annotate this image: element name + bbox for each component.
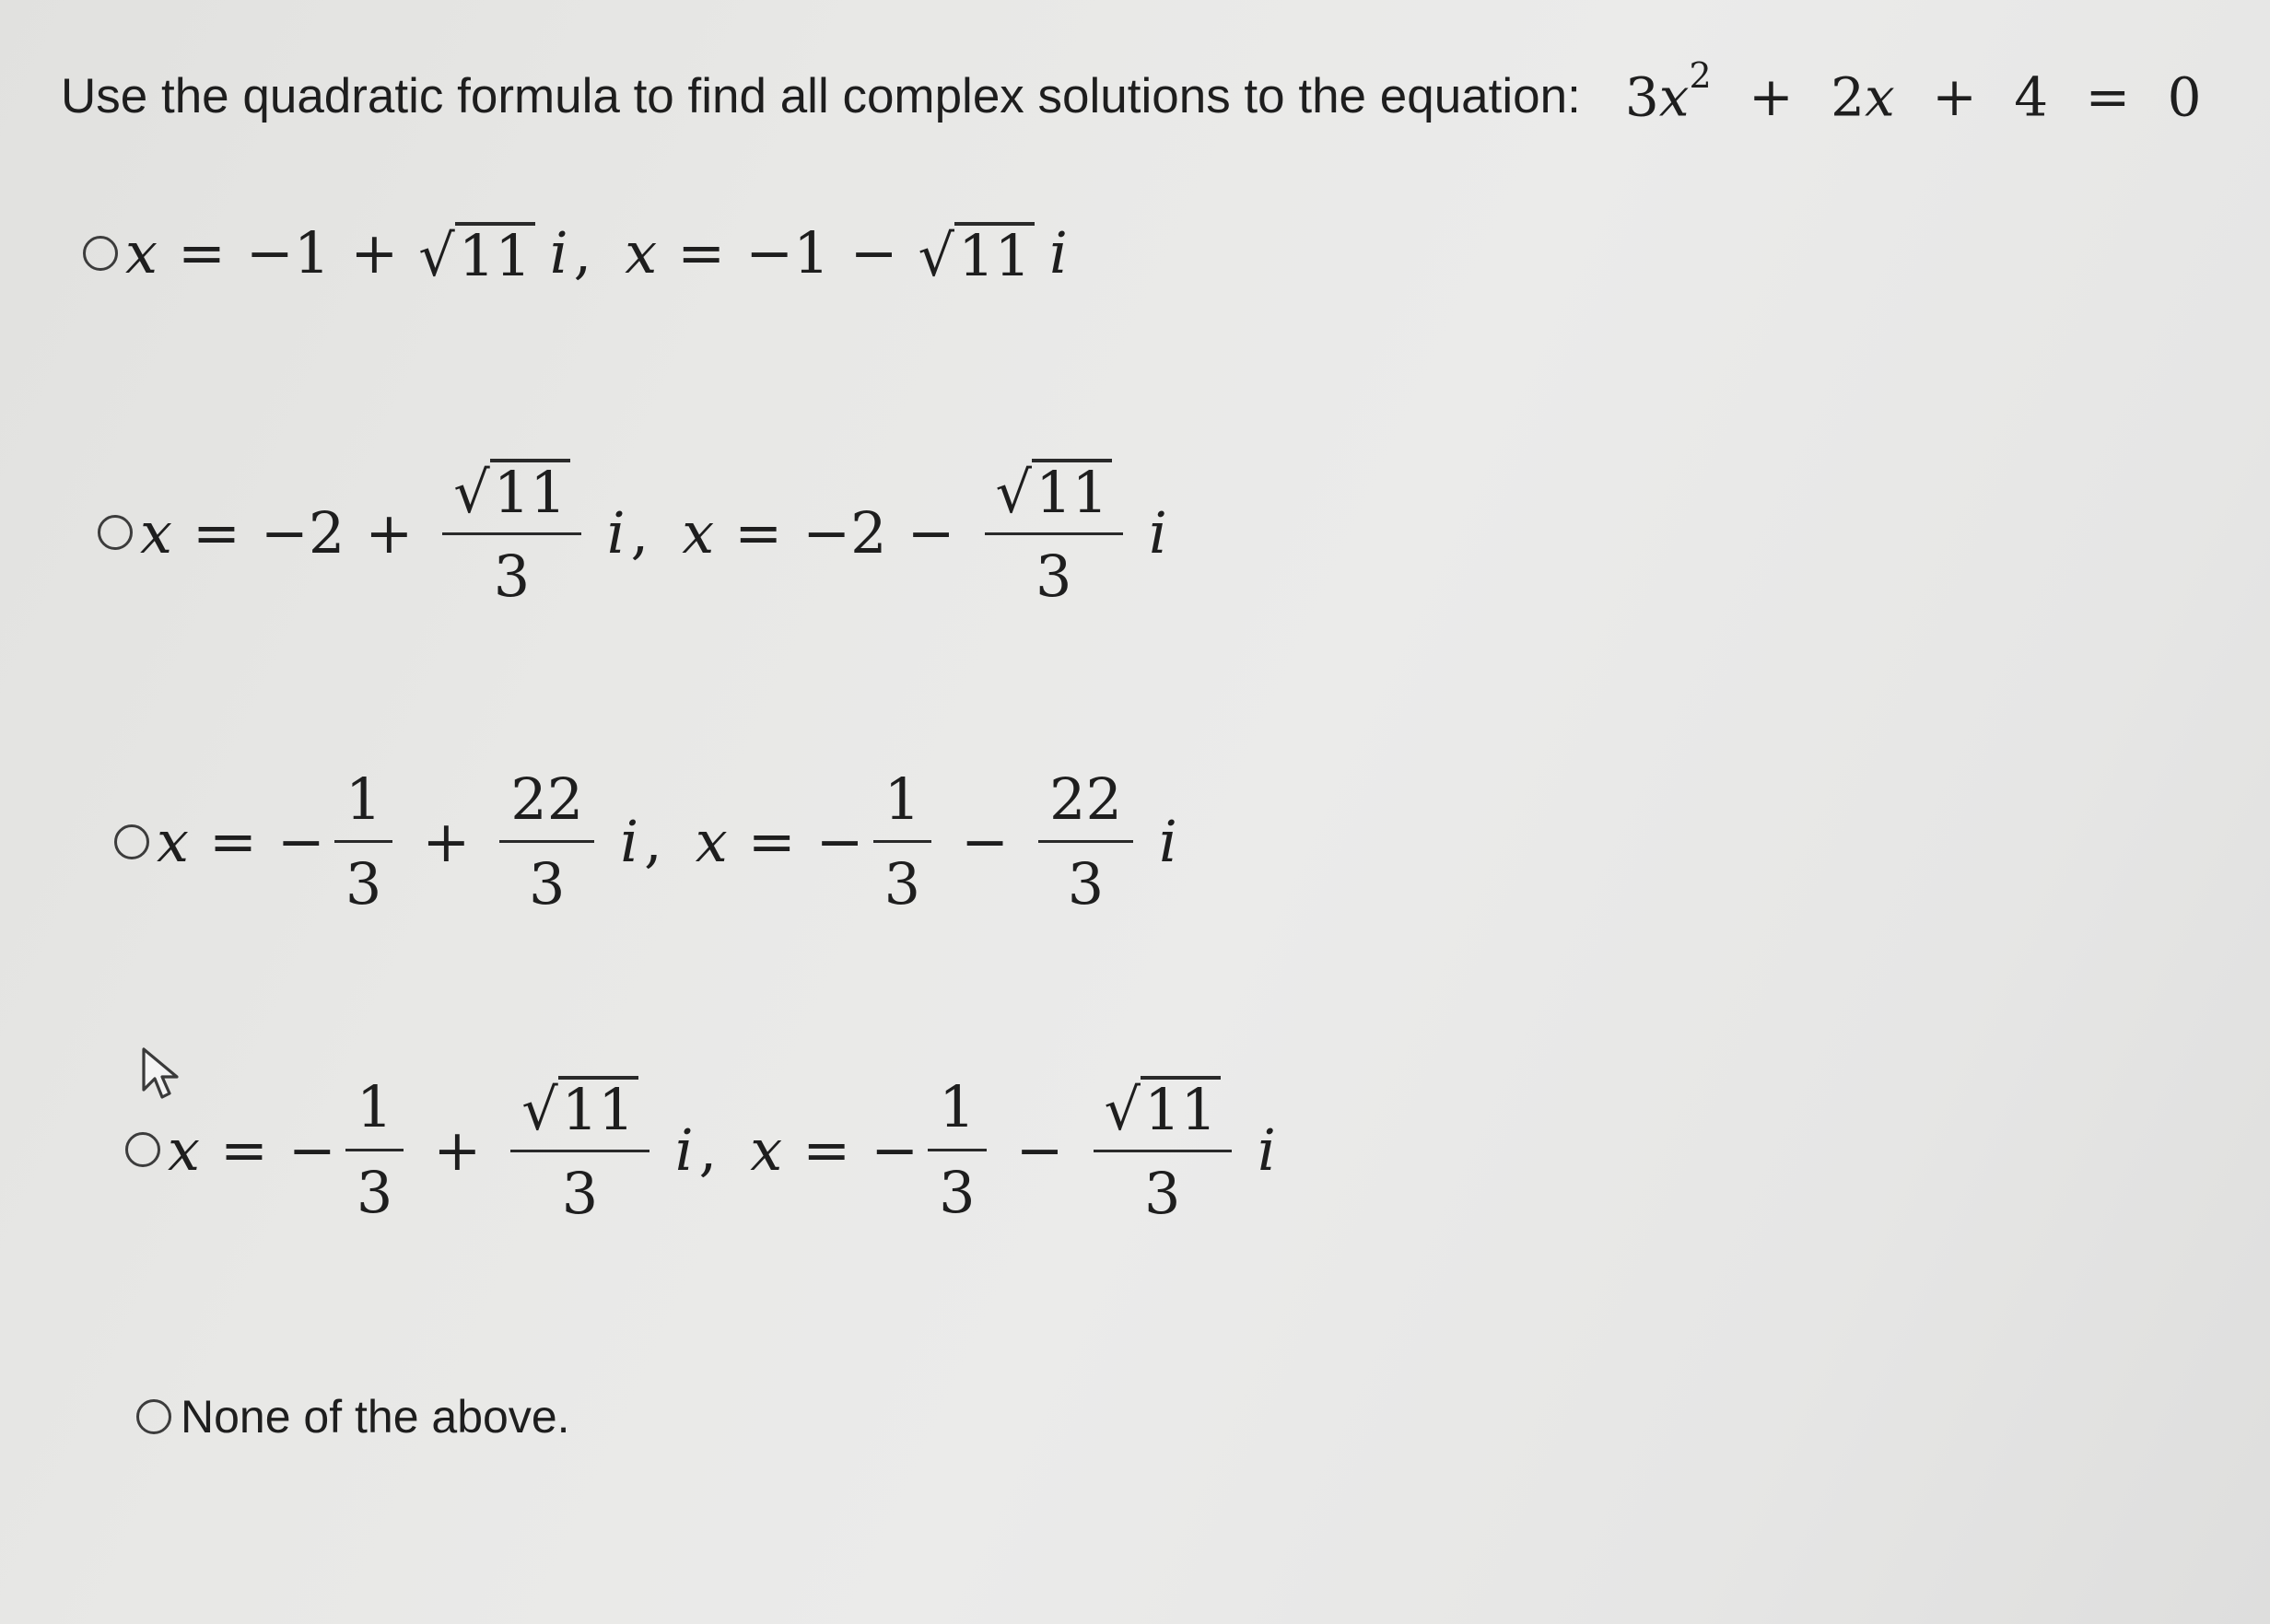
fraction-bar bbox=[873, 840, 931, 843]
denominator: 3 bbox=[1036, 543, 1072, 610]
fraction-bar bbox=[442, 532, 580, 535]
minus: − bbox=[961, 808, 1010, 876]
imag-fraction bbox=[985, 459, 1123, 610]
fraction-bar bbox=[1094, 1150, 1232, 1152]
radio-circle-icon[interactable] bbox=[98, 515, 133, 550]
fraction-bar bbox=[345, 1149, 404, 1151]
eq-op-2: + bbox=[1932, 65, 1977, 129]
var-x: x bbox=[750, 1116, 783, 1184]
radicand: 11 bbox=[558, 1076, 638, 1139]
sqrt: √ 11 bbox=[418, 222, 534, 285]
plus: + bbox=[433, 1116, 482, 1184]
negative-sign: − bbox=[815, 808, 864, 876]
radio-circle-icon[interactable] bbox=[114, 824, 149, 859]
equals: = bbox=[802, 1116, 851, 1184]
var-x: x bbox=[168, 1116, 200, 1184]
answer-option-a[interactable] bbox=[83, 219, 1068, 289]
fraction-bar bbox=[985, 532, 1123, 535]
imag-unit: i bbox=[549, 219, 568, 286]
sqrt: √ 11 bbox=[919, 222, 1035, 285]
equals: = bbox=[747, 808, 796, 876]
numerator: √ 11 bbox=[1094, 1076, 1232, 1139]
numerator: √ 11 bbox=[985, 459, 1123, 521]
question-equation bbox=[1624, 55, 2202, 129]
fraction-bar bbox=[499, 840, 594, 843]
real-part: −1 bbox=[745, 219, 830, 286]
real-part: −1 bbox=[245, 219, 331, 286]
question-prompt bbox=[61, 55, 2202, 129]
negative-sign: − bbox=[276, 808, 325, 876]
denominator: 3 bbox=[1067, 850, 1105, 918]
equals: = bbox=[192, 498, 240, 567]
eq-coef-2: 2 bbox=[1831, 65, 1866, 129]
fraction-bar bbox=[510, 1150, 649, 1152]
equals: = bbox=[219, 1116, 268, 1184]
radio-circle-icon[interactable] bbox=[83, 236, 118, 271]
var-x: x bbox=[157, 808, 189, 876]
real-part: −2 bbox=[802, 498, 887, 567]
question-text: Use the quadratic formula to find all complex solutions to the equation: bbox=[61, 69, 1581, 124]
negative-sign: − bbox=[287, 1116, 336, 1184]
imag-unit: i bbox=[1148, 498, 1167, 567]
radio-circle-icon[interactable] bbox=[136, 1399, 171, 1434]
imag-fraction bbox=[1094, 1076, 1232, 1227]
var-x: x bbox=[125, 219, 158, 286]
plus: + bbox=[365, 498, 414, 567]
option-d-expression bbox=[168, 1073, 1276, 1227]
minus: − bbox=[1015, 1116, 1064, 1184]
imag-unit: i bbox=[620, 808, 639, 876]
numerator: 1 bbox=[939, 1073, 976, 1141]
eq-var: x bbox=[1658, 65, 1690, 129]
numerator: 22 bbox=[510, 765, 584, 833]
radicand: 11 bbox=[1141, 1076, 1221, 1139]
radicand: 11 bbox=[1032, 459, 1112, 521]
imag-unit: i bbox=[606, 498, 626, 567]
equals: = bbox=[677, 219, 726, 286]
equals: = bbox=[208, 808, 257, 876]
answer-option-c[interactable] bbox=[114, 765, 1177, 918]
comma: , bbox=[644, 808, 662, 876]
option-b-expression bbox=[140, 459, 1167, 610]
imag-fraction bbox=[442, 459, 580, 610]
eq-rhs: 0 bbox=[2167, 65, 2202, 129]
imag-fraction bbox=[1038, 765, 1133, 918]
var-x: x bbox=[140, 498, 172, 567]
denominator: 3 bbox=[883, 850, 921, 918]
imag-unit: i bbox=[1048, 219, 1068, 286]
imag-unit: i bbox=[1257, 1116, 1276, 1184]
real-fraction bbox=[873, 765, 931, 918]
minus: − bbox=[849, 219, 898, 286]
eq-equals: = bbox=[2085, 65, 2131, 129]
numerator: 1 bbox=[356, 1073, 393, 1141]
var-x: x bbox=[695, 808, 728, 876]
imag-fraction bbox=[510, 1076, 649, 1227]
denominator: 3 bbox=[493, 543, 531, 610]
denominator: 3 bbox=[529, 850, 566, 918]
comma: , bbox=[630, 498, 649, 567]
answer-option-e[interactable] bbox=[136, 1390, 570, 1443]
imag-fraction bbox=[499, 765, 594, 918]
answer-option-b[interactable] bbox=[98, 459, 1167, 610]
var-x: x bbox=[625, 219, 658, 286]
minus: − bbox=[907, 498, 955, 567]
numerator: 1 bbox=[883, 765, 921, 833]
denominator: 3 bbox=[561, 1160, 599, 1227]
denominator: 3 bbox=[1144, 1160, 1181, 1227]
eq-var-2: x bbox=[1865, 65, 1895, 129]
eq-op-1: + bbox=[1749, 65, 1794, 129]
fraction-bar bbox=[334, 840, 392, 843]
denominator: 3 bbox=[356, 1158, 393, 1226]
imag-unit: i bbox=[674, 1116, 694, 1184]
imag-unit: i bbox=[1158, 808, 1177, 876]
real-part: −2 bbox=[260, 498, 345, 567]
radio-circle-icon[interactable] bbox=[125, 1132, 160, 1167]
fraction-bar bbox=[1038, 840, 1133, 843]
real-fraction bbox=[928, 1073, 986, 1226]
eq-exponent: 2 bbox=[1689, 55, 1712, 96]
numerator: √ 11 bbox=[442, 459, 580, 521]
numerator: √ 11 bbox=[510, 1076, 649, 1139]
radicand: 11 bbox=[954, 222, 1035, 285]
comma: , bbox=[573, 219, 592, 286]
denominator: 3 bbox=[939, 1158, 976, 1226]
comma: , bbox=[698, 1116, 718, 1184]
numerator: 1 bbox=[345, 765, 382, 833]
equals: = bbox=[734, 498, 783, 567]
answer-option-d[interactable] bbox=[125, 1073, 1276, 1227]
eq-coef-1: 3 bbox=[1624, 65, 1659, 129]
fraction-bar bbox=[928, 1149, 986, 1151]
equals: = bbox=[177, 219, 226, 286]
plus: + bbox=[422, 808, 471, 876]
option-e-label: None of the above. bbox=[181, 1391, 570, 1443]
denominator: 3 bbox=[345, 850, 382, 918]
var-x: x bbox=[682, 498, 715, 567]
radicand: 11 bbox=[490, 459, 570, 521]
real-fraction bbox=[334, 765, 392, 918]
option-c-expression bbox=[157, 765, 1177, 918]
eq-coef-3: 4 bbox=[2014, 65, 2049, 129]
option-a-expression bbox=[125, 219, 1068, 289]
plus: + bbox=[350, 219, 399, 286]
real-fraction bbox=[345, 1073, 404, 1226]
negative-sign: − bbox=[871, 1116, 919, 1184]
numerator: 22 bbox=[1049, 765, 1122, 833]
radicand: 11 bbox=[455, 222, 535, 285]
